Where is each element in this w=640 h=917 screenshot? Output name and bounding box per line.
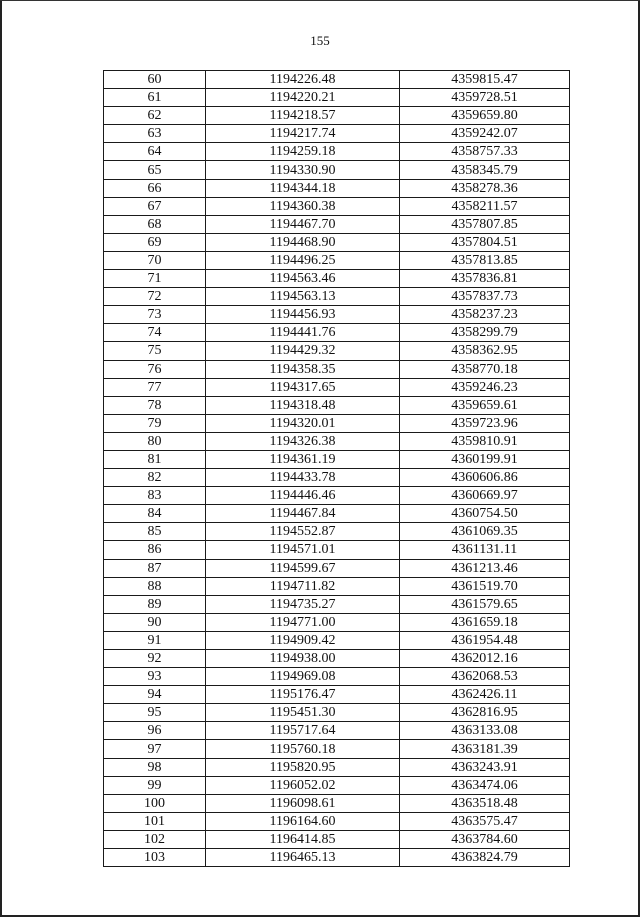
point-number-cell: 81	[104, 450, 206, 468]
point-number-cell: 88	[104, 577, 206, 595]
x-coordinate-cell: 1194938.00	[206, 650, 400, 668]
point-number-cell: 71	[104, 270, 206, 288]
point-number-cell: 95	[104, 704, 206, 722]
x-coordinate-cell: 1194711.82	[206, 577, 400, 595]
y-coordinate-cell: 4362426.11	[400, 686, 570, 704]
x-coordinate-cell: 1196052.02	[206, 776, 400, 794]
x-coordinate-cell: 1194226.48	[206, 71, 400, 89]
table-row	[104, 613, 570, 631]
y-coordinate-cell: 4359810.91	[400, 432, 570, 450]
table-row	[104, 396, 570, 414]
point-number-cell: 62	[104, 107, 206, 125]
table-row	[104, 378, 570, 396]
scan-edge-left	[0, 0, 2, 917]
x-coordinate-cell: 1194441.76	[206, 324, 400, 342]
y-coordinate-cell: 4363824.79	[400, 849, 570, 867]
y-coordinate-cell: 4360669.97	[400, 487, 570, 505]
table-row	[104, 107, 570, 125]
table-row	[104, 704, 570, 722]
x-coordinate-cell: 1194220.21	[206, 89, 400, 107]
table-row	[104, 812, 570, 830]
table-row	[104, 143, 570, 161]
table-row	[104, 215, 570, 233]
x-coordinate-cell: 1194909.42	[206, 631, 400, 649]
point-number-cell: 76	[104, 360, 206, 378]
x-coordinate-cell: 1194467.70	[206, 215, 400, 233]
x-coordinate-cell: 1195176.47	[206, 686, 400, 704]
table-row	[104, 559, 570, 577]
y-coordinate-cell: 4358770.18	[400, 360, 570, 378]
x-coordinate-cell: 1194317.65	[206, 378, 400, 396]
point-number-cell: 74	[104, 324, 206, 342]
x-coordinate-cell: 1194320.01	[206, 414, 400, 432]
y-coordinate-cell: 4361659.18	[400, 613, 570, 631]
point-number-cell: 86	[104, 541, 206, 559]
point-number-cell: 80	[104, 432, 206, 450]
point-number-cell: 92	[104, 650, 206, 668]
table-row	[104, 450, 570, 468]
table-row	[104, 71, 570, 89]
table-row	[104, 740, 570, 758]
y-coordinate-cell: 4358757.33	[400, 143, 570, 161]
table-row	[104, 487, 570, 505]
table-row	[104, 650, 570, 668]
y-coordinate-cell: 4362068.53	[400, 668, 570, 686]
point-number-cell: 89	[104, 595, 206, 613]
point-number-cell: 68	[104, 215, 206, 233]
x-coordinate-cell: 1194969.08	[206, 668, 400, 686]
x-coordinate-cell: 1194563.13	[206, 288, 400, 306]
point-number-cell: 91	[104, 631, 206, 649]
point-number-cell: 85	[104, 523, 206, 541]
table-row	[104, 125, 570, 143]
x-coordinate-cell: 1194446.46	[206, 487, 400, 505]
table-row	[104, 179, 570, 197]
x-coordinate-cell: 1196414.85	[206, 830, 400, 848]
coordinates-table	[103, 70, 570, 867]
scan-edge-top	[0, 0, 640, 1]
point-number-cell: 66	[104, 179, 206, 197]
point-number-cell: 61	[104, 89, 206, 107]
point-number-cell: 65	[104, 161, 206, 179]
table-row	[104, 360, 570, 378]
point-number-cell: 99	[104, 776, 206, 794]
point-number-cell: 64	[104, 143, 206, 161]
x-coordinate-cell: 1196164.60	[206, 812, 400, 830]
point-number-cell: 100	[104, 794, 206, 812]
point-number-cell: 60	[104, 71, 206, 89]
table-row	[104, 306, 570, 324]
x-coordinate-cell: 1194326.38	[206, 432, 400, 450]
x-coordinate-cell: 1194496.25	[206, 251, 400, 269]
y-coordinate-cell: 4358362.95	[400, 342, 570, 360]
y-coordinate-cell: 4358211.57	[400, 197, 570, 215]
x-coordinate-cell: 1194771.00	[206, 613, 400, 631]
table-row	[104, 595, 570, 613]
x-coordinate-cell: 1195451.30	[206, 704, 400, 722]
point-number-cell: 78	[104, 396, 206, 414]
table-row	[104, 668, 570, 686]
table-row	[104, 631, 570, 649]
x-coordinate-cell: 1194563.46	[206, 270, 400, 288]
x-coordinate-cell: 1194318.48	[206, 396, 400, 414]
table-row	[104, 197, 570, 215]
y-coordinate-cell: 4361069.35	[400, 523, 570, 541]
point-number-cell: 67	[104, 197, 206, 215]
point-number-cell: 73	[104, 306, 206, 324]
y-coordinate-cell: 4361519.70	[400, 577, 570, 595]
table-row	[104, 758, 570, 776]
point-number-cell: 84	[104, 505, 206, 523]
table-row	[104, 89, 570, 107]
coordinates-table-body	[104, 71, 570, 867]
y-coordinate-cell: 4363133.08	[400, 722, 570, 740]
y-coordinate-cell: 4360606.86	[400, 469, 570, 487]
x-coordinate-cell: 1194217.74	[206, 125, 400, 143]
y-coordinate-cell: 4360754.50	[400, 505, 570, 523]
y-coordinate-cell: 4357804.51	[400, 233, 570, 251]
point-number-cell: 90	[104, 613, 206, 631]
table-row	[104, 251, 570, 269]
point-number-cell: 94	[104, 686, 206, 704]
x-coordinate-cell: 1195820.95	[206, 758, 400, 776]
table-row	[104, 288, 570, 306]
y-coordinate-cell: 4358237.23	[400, 306, 570, 324]
x-coordinate-cell: 1194429.32	[206, 342, 400, 360]
x-coordinate-cell: 1194361.19	[206, 450, 400, 468]
x-coordinate-cell: 1194344.18	[206, 179, 400, 197]
x-coordinate-cell: 1194552.87	[206, 523, 400, 541]
table-row	[104, 324, 570, 342]
y-coordinate-cell: 4361213.46	[400, 559, 570, 577]
point-number-cell: 96	[104, 722, 206, 740]
x-coordinate-cell: 1194571.01	[206, 541, 400, 559]
point-number-cell: 97	[104, 740, 206, 758]
x-coordinate-cell: 1194259.18	[206, 143, 400, 161]
x-coordinate-cell: 1194468.90	[206, 233, 400, 251]
y-coordinate-cell: 4362012.16	[400, 650, 570, 668]
point-number-cell: 93	[104, 668, 206, 686]
point-number-cell: 75	[104, 342, 206, 360]
y-coordinate-cell: 4363575.47	[400, 812, 570, 830]
point-number-cell: 79	[104, 414, 206, 432]
y-coordinate-cell: 4359659.80	[400, 107, 570, 125]
table-row	[104, 541, 570, 559]
y-coordinate-cell: 4361579.65	[400, 595, 570, 613]
y-coordinate-cell: 4357837.73	[400, 288, 570, 306]
y-coordinate-cell: 4357813.85	[400, 251, 570, 269]
y-coordinate-cell: 4359242.07	[400, 125, 570, 143]
y-coordinate-cell: 4361131.11	[400, 541, 570, 559]
x-coordinate-cell: 1194330.90	[206, 161, 400, 179]
point-number-cell: 69	[104, 233, 206, 251]
y-coordinate-cell: 4357807.85	[400, 215, 570, 233]
point-number-cell: 70	[104, 251, 206, 269]
y-coordinate-cell: 4360199.91	[400, 450, 570, 468]
table-row	[104, 469, 570, 487]
table-row	[104, 577, 570, 595]
y-coordinate-cell: 4363181.39	[400, 740, 570, 758]
table-row	[104, 432, 570, 450]
table-row	[104, 233, 570, 251]
x-coordinate-cell: 1194599.67	[206, 559, 400, 577]
x-coordinate-cell: 1194456.93	[206, 306, 400, 324]
y-coordinate-cell: 4359659.61	[400, 396, 570, 414]
x-coordinate-cell: 1196098.61	[206, 794, 400, 812]
x-coordinate-cell: 1195760.18	[206, 740, 400, 758]
y-coordinate-cell: 4359728.51	[400, 89, 570, 107]
point-number-cell: 83	[104, 487, 206, 505]
table-row	[104, 794, 570, 812]
point-number-cell: 63	[104, 125, 206, 143]
y-coordinate-cell: 4358278.36	[400, 179, 570, 197]
point-number-cell: 82	[104, 469, 206, 487]
y-coordinate-cell: 4359246.23	[400, 378, 570, 396]
point-number-cell: 103	[104, 849, 206, 867]
point-number-cell: 98	[104, 758, 206, 776]
x-coordinate-cell: 1194735.27	[206, 595, 400, 613]
table-row	[104, 161, 570, 179]
table-row	[104, 722, 570, 740]
point-number-cell: 87	[104, 559, 206, 577]
y-coordinate-cell: 4363243.91	[400, 758, 570, 776]
y-coordinate-cell: 4363474.06	[400, 776, 570, 794]
y-coordinate-cell: 4358299.79	[400, 324, 570, 342]
y-coordinate-cell: 4359723.96	[400, 414, 570, 432]
y-coordinate-cell: 4357836.81	[400, 270, 570, 288]
point-number-cell: 101	[104, 812, 206, 830]
point-number-cell: 77	[104, 378, 206, 396]
y-coordinate-cell: 4361954.48	[400, 631, 570, 649]
table-row	[104, 270, 570, 288]
table-row	[104, 342, 570, 360]
y-coordinate-cell: 4359815.47	[400, 71, 570, 89]
x-coordinate-cell: 1194358.35	[206, 360, 400, 378]
point-number-cell: 72	[104, 288, 206, 306]
table-row	[104, 686, 570, 704]
table-row	[104, 830, 570, 848]
y-coordinate-cell: 4358345.79	[400, 161, 570, 179]
x-coordinate-cell: 1196465.13	[206, 849, 400, 867]
y-coordinate-cell: 4363518.48	[400, 794, 570, 812]
table-row	[104, 776, 570, 794]
point-number-cell: 102	[104, 830, 206, 848]
table-row	[104, 849, 570, 867]
x-coordinate-cell: 1195717.64	[206, 722, 400, 740]
x-coordinate-cell: 1194467.84	[206, 505, 400, 523]
table-row	[104, 505, 570, 523]
x-coordinate-cell: 1194218.57	[206, 107, 400, 125]
y-coordinate-cell: 4363784.60	[400, 830, 570, 848]
x-coordinate-cell: 1194433.78	[206, 469, 400, 487]
y-coordinate-cell: 4362816.95	[400, 704, 570, 722]
table-row	[104, 523, 570, 541]
page-number: 155	[310, 33, 330, 48]
x-coordinate-cell: 1194360.38	[206, 197, 400, 215]
table-row	[104, 414, 570, 432]
